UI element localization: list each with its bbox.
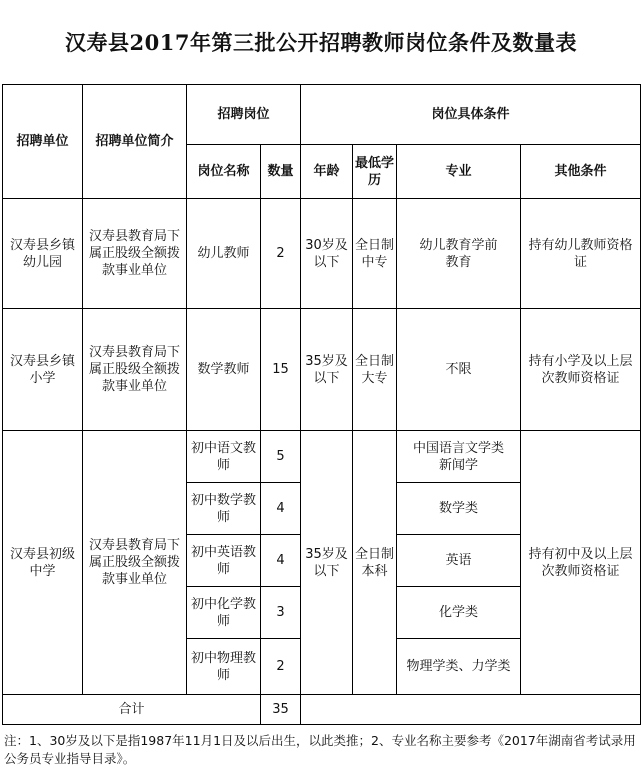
header-quantity: 数量 — [261, 145, 301, 199]
major-cell: 幼儿教育学前教育 — [397, 199, 521, 309]
education-cell: 全日制本科 — [353, 431, 397, 695]
total-value: 35 — [261, 695, 301, 725]
age-cell: 35岁及以下 — [301, 431, 353, 695]
education-cell: 全日制大专 — [353, 309, 397, 431]
quantity-cell: 2 — [261, 639, 301, 695]
header-other: 其他条件 — [521, 145, 641, 199]
other-cell: 持有小学及以上层次教师资格证 — [521, 309, 641, 431]
major-cell: 化学类 — [397, 587, 521, 639]
position-cell: 初中数学教师 — [187, 483, 261, 535]
position-cell: 初中英语教师 — [187, 535, 261, 587]
quantity-cell: 2 — [261, 199, 301, 309]
intro-cell: 汉寿县教育局下属正股级全额拨款事业单位 — [83, 431, 187, 695]
page-title: 汉寿县2017年第三批公开招聘教师岗位条件及数量表 — [65, 30, 577, 55]
age-cell: 35岁及以下 — [301, 309, 353, 431]
age-cell: 30岁及以下 — [301, 199, 353, 309]
table-row — [3, 431, 641, 483]
quantity-cell: 4 — [261, 535, 301, 587]
header-conditions-group: 岗位具体条件 — [301, 85, 641, 145]
intro-cell: 汉寿县教育局下属正股级全额拨款事业单位 — [83, 199, 187, 309]
total-row — [3, 695, 641, 725]
header-position-group: 招聘岗位 — [187, 85, 301, 145]
quantity-cell: 3 — [261, 587, 301, 639]
table-row — [3, 199, 641, 309]
position-cell: 幼儿教师 — [187, 199, 261, 309]
total-label: 合计 — [3, 695, 261, 725]
position-cell: 初中物理教师 — [187, 639, 261, 695]
header-position-name: 岗位名称 — [187, 145, 261, 199]
position-cell: 数学教师 — [187, 309, 261, 431]
education-cell: 全日制中专 — [353, 199, 397, 309]
table-row — [3, 309, 641, 431]
unit-cell: 汉寿县初级中学 — [3, 431, 83, 695]
intro-cell: 汉寿县教育局下属正股级全额拨款事业单位 — [83, 309, 187, 431]
other-cell: 持有幼儿教师资格证 — [521, 199, 641, 309]
recruitment-table — [2, 84, 641, 725]
quantity-cell: 5 — [261, 431, 301, 483]
quantity-cell: 4 — [261, 483, 301, 535]
unit-cell: 汉寿县乡镇幼儿园 — [3, 199, 83, 309]
position-cell: 初中化学教师 — [187, 587, 261, 639]
other-cell: 持有初中及以上层次教师资格证 — [521, 431, 641, 695]
major-cell: 中国语言文学类新闻学 — [397, 431, 521, 483]
total-empty-cell — [301, 695, 641, 725]
major-cell: 物理学类、力学类 — [397, 639, 521, 695]
footnote: 注：1、30岁及以下是指1987年11月1日及以后出生，以此类推；2、专业名称主要参考《2017年湖南省考试录用公务员专业指导目录》。 — [4, 733, 636, 766]
header-age: 年龄 — [301, 145, 353, 199]
header-major: 专业 — [397, 145, 521, 199]
header-unit-intro: 招聘单位简介 — [83, 85, 187, 199]
header-row-1 — [3, 85, 641, 145]
header-education: 最低学历 — [353, 145, 397, 199]
unit-cell: 汉寿县乡镇小学 — [3, 309, 83, 431]
quantity-cell: 15 — [261, 309, 301, 431]
position-cell: 初中语文教师 — [187, 431, 261, 483]
major-cell: 英语 — [397, 535, 521, 587]
major-cell: 数学类 — [397, 483, 521, 535]
major-cell: 不限 — [397, 309, 521, 431]
header-unit: 招聘单位 — [3, 85, 83, 199]
